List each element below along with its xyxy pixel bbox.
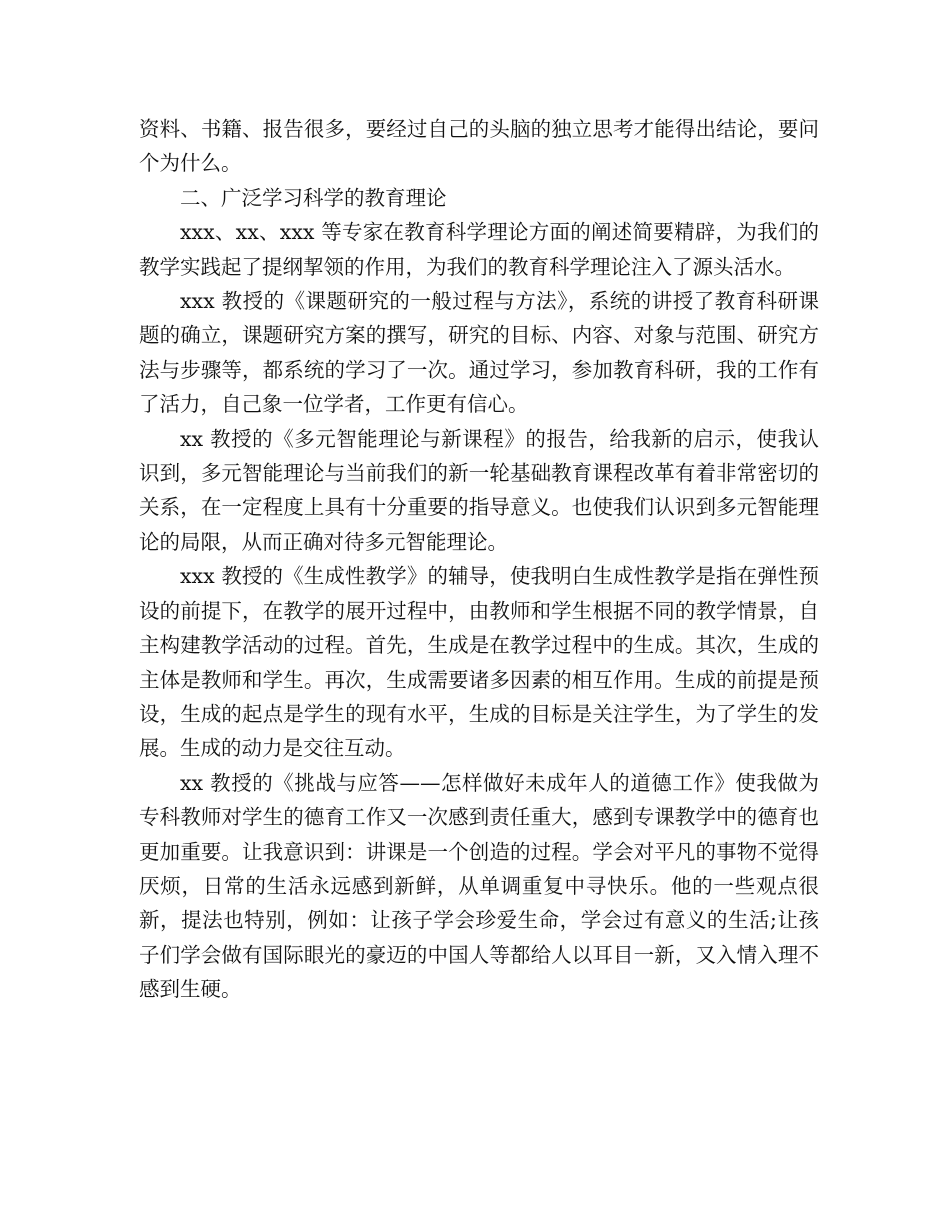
section-heading: 二、广泛学习科学的教育理论 xyxy=(180,185,447,210)
paragraph-research-methods: xxx 教授的《课题研究的一般过程与方法》，系统的讲授了教育科研课题的确立，课题研究方案的撰写，研究的目标、内容、对象与范围、研究方法与步骤等，都系统的学习了一次。通过学习，参加教育科研，我的工作有了活力，自己象一位学者，工作更有信心。 xyxy=(139,289,819,417)
paragraph-multiple-intelligences: xx 教授的《多元智能理论与新课程》的报告，给我新的启示，使我认识到，多元智能理论与当前我们的新一轮基础教育课程改革有着非常密切的关系，在一定程度上具有十分重要的指导意义。也使我们认识到多元智能理论的局限，从而正确对待多元智能理论。 xyxy=(139,426,819,554)
document-body xyxy=(139,112,819,1007)
paragraph-continuation: 资料、书籍、报告很多，要经过自己的头脑的独立思考才能得出结论，要问个为什么。 xyxy=(139,117,819,176)
paragraph-generative-teaching: xxx 教授的《生成性教学》的辅导，使我明白生成性教学是指在弹性预设的前提下，在教学的展开过程中，由教师和学生根据不同的教学情景，自主构建教学活动的过程。首先，生成是在教学过程中的生成。其次，生成的主体是教师和学生。再次，生成需要诸多因素的相互作用。生成的前提是预设，生成的起点是学生的现有水平，生成的目标是关注学生，为了学生的发展。生成的动力是交往互动。 xyxy=(139,564,819,761)
paragraph-experts: xxx、xx、xxx 等专家在教育科学理论方面的阐述简要精辟，为我们的教学实践起了提纲挈领的作用，为我们的教育科学理论注入了源头活水。 xyxy=(139,220,819,279)
paragraph-moral-education: xx 教授的《挑战与应答——怎样做好未成年人的道德工作》使我做为专科教师对学生的德育工作又一次感到责任重大，感到专课教学中的德育也更加重要。让我意识到：讲课是一个创造的过程。学会对平凡的事物不觉得厌烦，日常的生活永远感到新鲜，从单调重复中寻快乐。他的一些观点很新，提法也特别，例如：让孩子学会珍爱生命，学会过有意义的生活;让孩子们学会做有国际眼光的豪迈的中国人等都给人以耳目一新，又入情入理不感到生硬。 xyxy=(139,770,819,1002)
